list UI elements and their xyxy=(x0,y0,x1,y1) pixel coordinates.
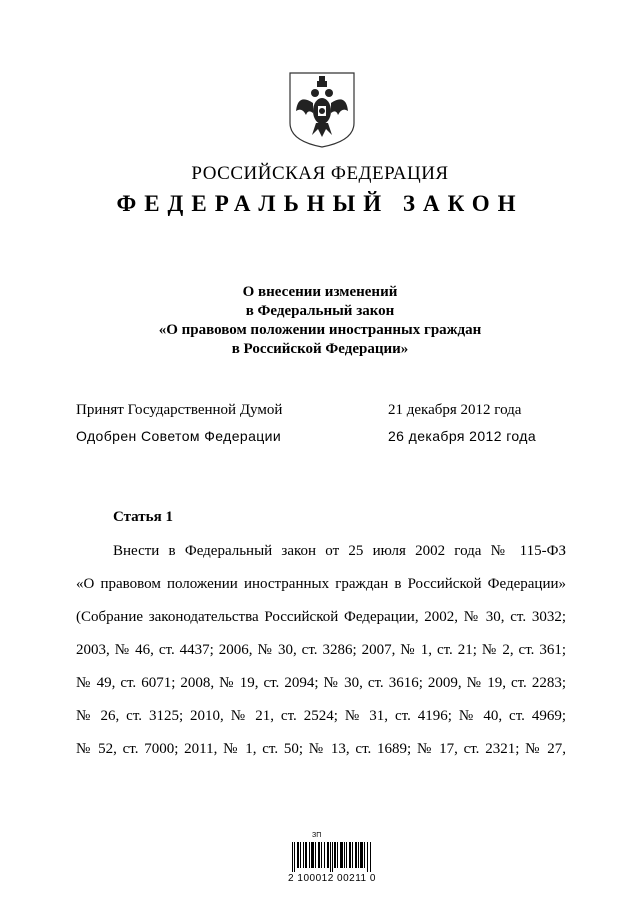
title-line: «О правовом положении иностранных граждан xyxy=(158,322,482,338)
barcode-number: 2 100012 00211 0 xyxy=(288,873,376,884)
article-heading: Статья 1 xyxy=(113,509,173,525)
body-line: № 49, ст. 6071; 2008, № 19, ст. 2094; № 30, ст. 3616; 2009, № 19, ст. 2283; xyxy=(76,675,566,691)
barcode-icon xyxy=(292,842,372,872)
body-line: № 52, ст. 7000; 2011, № 1, ст. 50; № 13, ст. 1689; № 17, ст. 2321; № 27, xyxy=(76,741,566,757)
document-type: ФЕДЕРАЛЬНЫЙ ЗАКОН xyxy=(116,191,524,216)
title-line: в Российской Федерации» xyxy=(231,341,409,357)
body-line: № 26, ст. 3125; 2010, № 21, ст. 2524; № 31, ст. 4196; № 40, ст. 4969; xyxy=(76,708,566,724)
adopted-by-duma-date: 21 декабря 2012 года xyxy=(388,402,522,418)
coat-of-arms-icon xyxy=(288,71,356,149)
title-line: в Федеральный закон xyxy=(245,303,395,319)
body-line: «О правовом положении иностранных граждан в Российской Федерации» xyxy=(76,576,566,592)
body-line: (Собрание законодательства Российской Федерации, 2002, № 30, ст. 3032; xyxy=(76,609,566,625)
approved-by-council-label: Одобрен Советом Федерации xyxy=(76,428,282,444)
title-line: О внесении изменений xyxy=(242,284,398,300)
country-name: РОССИЙСКАЯ ФЕДЕРАЦИЯ xyxy=(191,163,449,184)
adopted-by-duma-label: Принят Государственной Думой xyxy=(76,402,283,418)
body-line: 2003, № 46, ст. 4437; 2006, № 30, ст. 3286; 2007, № 1, ст. 21; № 2, ст. 361; xyxy=(76,642,566,658)
approved-by-council-date: 26 декабря 2012 года xyxy=(388,428,537,444)
body-line: Внести в Федеральный закон от 25 июля 2002 года № 115-ФЗ xyxy=(113,543,566,559)
law-title xyxy=(0,283,640,359)
barcode-mark: ЗП xyxy=(312,832,322,839)
